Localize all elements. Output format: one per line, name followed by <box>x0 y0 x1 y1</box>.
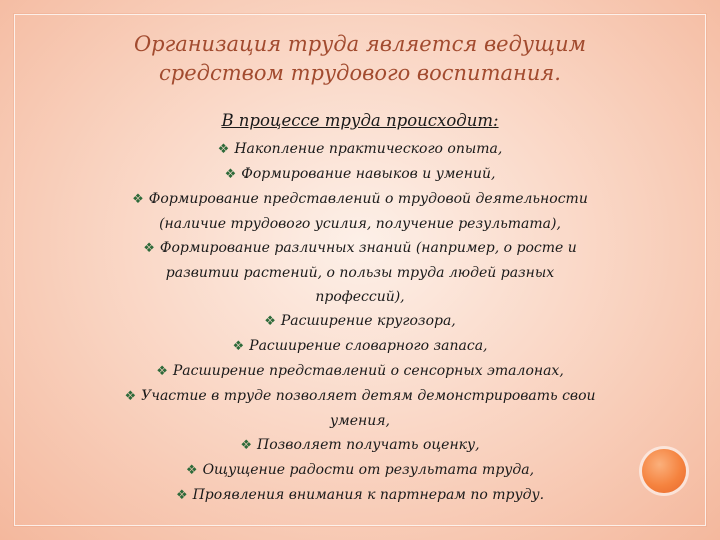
list-item-text: Проявления внимания к партнерам по труду. <box>192 487 545 503</box>
title-line-2: средством трудового воспитания. <box>159 61 561 85</box>
list-item-text: Расширение словарного запаса, <box>249 338 488 354</box>
list-item <box>70 162 650 187</box>
list-item-line <box>70 261 650 285</box>
diamond-bullet-icon: ❖ <box>240 438 253 453</box>
list-item <box>70 359 650 384</box>
list-item-line <box>70 458 650 483</box>
list-item-line <box>70 285 650 309</box>
slide-subtitle: В процессе труда происходит: <box>221 111 499 130</box>
list-item-text: Расширение представлений о сенсорных эталонах, <box>172 363 564 379</box>
title-line-1: Организация труда является ведущим <box>133 32 587 56</box>
list-item-line <box>70 483 650 508</box>
list-item-text: Накопление практического опыта, <box>234 141 503 157</box>
list-item <box>70 236 650 309</box>
diamond-bullet-icon: ❖ <box>156 364 168 379</box>
list-item-text: Позволяет получать оценку, <box>257 437 480 453</box>
list-item <box>70 187 650 236</box>
list-item-line <box>70 433 650 458</box>
diamond-bullet-icon: ❖ <box>143 241 155 256</box>
decorative-orange-circle <box>642 449 686 493</box>
list-item-text: Ощущение радости от результата труда, <box>202 462 535 478</box>
list-item-line <box>70 212 650 236</box>
list-item-line <box>70 187 650 212</box>
list-item-line <box>70 236 650 261</box>
list-item-line <box>70 137 650 162</box>
list-item-line <box>70 359 650 384</box>
list-item-text: Формирование представлений о трудовой деятельности <box>148 191 588 207</box>
list-item-line <box>70 334 650 359</box>
list-item <box>70 433 650 458</box>
process-list <box>70 137 650 508</box>
list-item-text: Участие в труде позволяет детям демонстрировать свои <box>141 388 596 404</box>
list-item <box>70 458 650 483</box>
diamond-bullet-icon: ❖ <box>124 389 137 404</box>
list-item-text: (наличие трудового усилия, получение результата), <box>159 216 561 232</box>
diamond-bullet-icon: ❖ <box>185 463 198 478</box>
list-item <box>70 137 650 162</box>
list-item-line <box>70 162 650 187</box>
diamond-bullet-icon: ❖ <box>232 339 245 354</box>
diamond-bullet-icon: ❖ <box>217 142 230 157</box>
list-item-text: развитии растений, о пользы труда людей разных <box>165 265 555 281</box>
list-item-text: профессий), <box>315 289 405 305</box>
diamond-bullet-icon: ❖ <box>132 192 144 207</box>
list-item-text: Формирование различных знаний (например, о росте и <box>159 240 577 256</box>
list-item-text: Формирование навыков и умений, <box>241 166 496 182</box>
slide-title <box>60 30 660 88</box>
diamond-bullet-icon: ❖ <box>224 167 237 182</box>
list-item <box>70 334 650 359</box>
list-item-text: Расширение кругозора, <box>280 313 456 329</box>
list-item-text: умения, <box>330 413 390 429</box>
list-item <box>70 309 650 334</box>
list-item <box>70 483 650 508</box>
list-item-line <box>70 384 650 409</box>
diamond-bullet-icon: ❖ <box>264 314 276 329</box>
list-item-line <box>70 409 650 433</box>
diamond-bullet-icon: ❖ <box>175 488 188 503</box>
list-item <box>70 384 650 433</box>
list-item-line <box>70 309 650 334</box>
